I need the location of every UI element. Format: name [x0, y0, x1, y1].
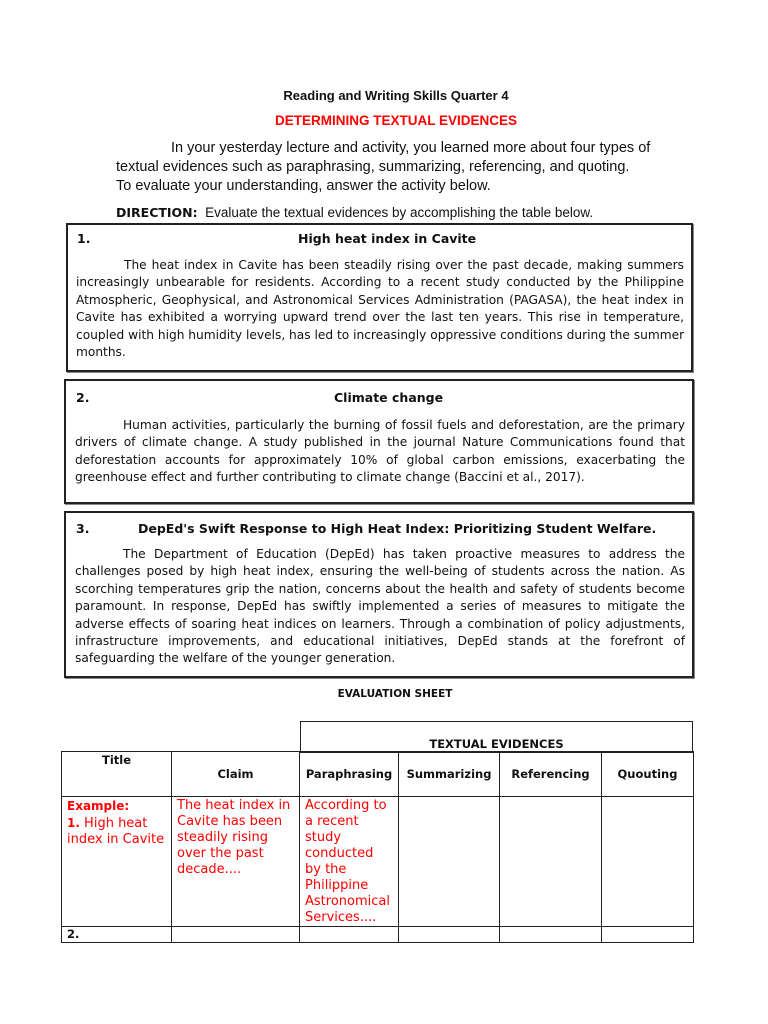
- text-line: paramount. In response, DepEd has swiftly implemented a series of measures to mitigate the: [75, 599, 685, 614]
- row-2-claim-cell[interactable]: [172, 927, 300, 943]
- text-line: drivers of climate change. A study published in the journal Nature Communications found that: [75, 435, 685, 450]
- text-line: greenhouse effect and further contributing to climate change (Baccini et al., 2017).: [75, 470, 585, 485]
- table-row-2: [62, 927, 694, 943]
- text-line: The Department of Education (DepEd) has taken proactive measures to address the: [123, 547, 685, 561]
- document-title: DETERMINING TEXTUAL EVIDENCES: [274, 113, 518, 128]
- intro-paragraph: [116, 139, 676, 196]
- example-number: 1.: [67, 816, 80, 830]
- passage-text: [75, 546, 685, 668]
- evaluation-heading: EVALUATION SHEET: [337, 688, 453, 700]
- example-paraphrasing-cell[interactable]: According to a recent study conducted by the Philippine Astronomical Services....: [300, 797, 399, 927]
- text-line: Atmospheric, Geophysical, and Astronomical Services Administration (PAGASA), the heat index in: [76, 292, 684, 307]
- passage-box-1: [66, 223, 693, 372]
- text-line: challenges posed by high heat index, ensuring the well-being of students across the nation. As: [75, 564, 685, 579]
- group-header-cell: TEXTUAL EVIDENCES: [301, 722, 693, 753]
- text-line: coupled with high humidity levels, has led to increasingly oppressive conditions during the summer: [76, 327, 685, 342]
- subject-heading: Reading and Writing Skills Quarter 4: [283, 88, 509, 103]
- example-referencing-cell[interactable]: [500, 797, 602, 927]
- table-header-row: [62, 752, 694, 797]
- textual-evidences-group-header: [300, 721, 693, 753]
- column-header-title: Title: [62, 752, 172, 797]
- row-2-label: 2.: [62, 927, 172, 943]
- direction-label: DIRECTION:: [116, 205, 198, 220]
- text-line: The heat index in Cavite has been steadily rising over the past decade, making summers: [124, 258, 684, 272]
- passage-text: [76, 257, 684, 361]
- column-header-referencing: Referencing: [500, 752, 602, 797]
- row-2-quoting-cell[interactable]: [602, 927, 694, 943]
- example-quoting-cell[interactable]: [602, 797, 694, 927]
- text-line: scorching temperatures grip the nation, concerns about the health and safety of students become: [75, 581, 685, 596]
- passage-number: 2.: [76, 390, 90, 405]
- column-header-quoting: Quouting: [602, 752, 694, 797]
- row-2-paraphrasing-cell[interactable]: [300, 927, 399, 943]
- text-line: infrastructure improvements, and educational initiatives, DepEd stands at the forefront of: [75, 634, 685, 649]
- passage-title: High heat index in Cavite: [298, 231, 477, 246]
- passage-number: 3.: [76, 521, 90, 536]
- direction: [116, 205, 593, 220]
- passage-title: Climate change: [334, 390, 444, 405]
- intro-line: To evaluate your understanding, answer the activity below.: [116, 178, 491, 194]
- example-claim-cell[interactable]: The heat index in Cavite has been steadily rising over the past decade....: [172, 797, 300, 927]
- example-summarizing-cell[interactable]: [399, 797, 500, 927]
- text-line: adverse effects of soaring heat indices on learners. Through a combination of policy adjustments,: [75, 616, 685, 631]
- intro-line: textual evidences such as paraphrasing, summarizing, referencing, and quoting.: [116, 159, 630, 175]
- text-line: increasingly unbearable for residents. According to a recent study conducted by the Philippine: [76, 275, 684, 290]
- column-header-summarizing: Summarizing: [399, 752, 500, 797]
- direction-text: Evaluate the textual evidences by accomplishing the table below.: [205, 205, 594, 220]
- table-row-example: [62, 797, 694, 927]
- evaluation-table: [61, 751, 694, 943]
- text-line: months.: [76, 345, 126, 360]
- example-label: Example:: [67, 799, 130, 813]
- column-header-paraphrasing: Paraphrasing: [300, 752, 399, 797]
- text-line: Cavite has exhibited a worrying upward trend over the last ten years. This rise in temperature,: [76, 310, 684, 325]
- passage-text: [75, 417, 685, 487]
- column-header-claim: Claim: [172, 752, 300, 797]
- example-title-cell[interactable]: [62, 797, 172, 927]
- row-2-summarizing-cell[interactable]: [399, 927, 500, 943]
- intro-line: In your yesterday lecture and activity, you learned more about four types of: [171, 140, 651, 156]
- passage-number: 1.: [77, 231, 91, 246]
- text-line: Human activities, particularly the burning of fossil fuels and deforestation, are the primary: [123, 418, 685, 432]
- text-line: safeguarding the welfare of the younger generation.: [75, 651, 396, 666]
- example-title: High heat index in Cavite: [67, 816, 165, 847]
- passage-title: DepEd's Swift Response to High Heat Index: Prioritizing Student Welfare.: [138, 521, 657, 536]
- text-line: deforestation accounts for approximately 10% of global carbon emissions, exacerbating the: [75, 452, 685, 467]
- row-2-referencing-cell[interactable]: [500, 927, 602, 943]
- passage-box-3: [64, 511, 694, 678]
- passage-box-2: [64, 379, 694, 504]
